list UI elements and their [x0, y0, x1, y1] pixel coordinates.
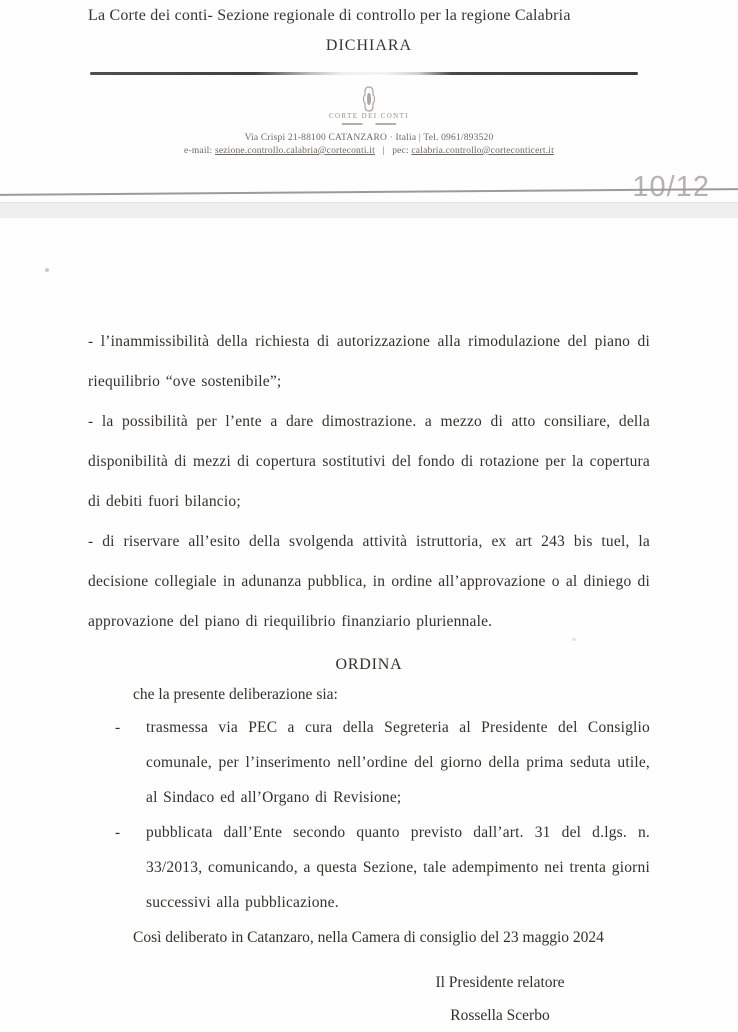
letterhead-contacts — [0, 146, 738, 156]
signature-block — [380, 966, 620, 1032]
contact-separator: | — [382, 146, 385, 156]
letterhead-org-underline — [342, 123, 396, 125]
page-gap-band — [0, 202, 738, 218]
list-item — [88, 710, 650, 815]
pec-link[interactable]: calabria.controllo@corteconticert.it — [411, 146, 554, 156]
letterhead-address: Via Crispi 21-88100 CATANZARO · Italia | Tel. 0961/893520 — [244, 133, 494, 143]
pec-label: pec: — [392, 146, 409, 156]
paragraph-inammissibilita: - l’inammissibilità della richiesta di autorizzazione alla rimodulazione del piano di riequilibrio “ove sostenibile”; — [88, 333, 650, 390]
paragraph-riservare: - di riservare all’esito della svolgenda attività istruttoria, ex art 243 bis tuel, la decisione collegiale in adunanza pubblica, in ordine all’approvazione o al diniego di approvazione del piano di riequilibrio finanziario pluriennale. — [88, 533, 650, 630]
list-item-text-pubblicata: pubblicata dall’Ente secondo quanto previsto dall’art. 31 del d.lgs. n. 33/2013, comunicando, a questa Sezione, tale adempimento nei trenta giorni successivi alla pubblicazione. — [146, 824, 650, 911]
dichiara-heading: DICHIARA — [325, 37, 413, 54]
scan-artifact-dot — [45, 268, 49, 272]
list-item — [88, 815, 650, 920]
email-link[interactable]: sezione.controllo.calabria@corteconti.it — [214, 146, 375, 156]
letterhead-org-name: CORTE DEI CONTI — [328, 112, 410, 120]
page-indicator: 10/12 — [632, 171, 710, 203]
signature-name: Rossella Scerbo — [450, 1007, 550, 1024]
list-item-text-trasmessa: trasmessa via PEC a cura della Segreteria al Presidente del Consiglio comunale, per l’inserimento nell’ordine del giorno della prima seduta utile, al Sindaco ed all’Organo di Revisione; — [146, 719, 650, 806]
ordina-heading: ORDINA — [335, 656, 403, 673]
court-section-title: La Corte dei conti- Sezione regionale di controllo per la regione Calabria — [88, 7, 571, 24]
ordina-intro: che la presente deliberazione sia: — [133, 686, 338, 703]
signature-role: Il Presidente relatore — [435, 974, 565, 991]
corte-dei-conti-emblem-icon — [361, 86, 377, 112]
closing-statement: Così deliberato in Catanzaro, nella Camera di consiglio del 23 maggio 2024 — [133, 929, 604, 946]
document-body — [88, 322, 650, 955]
order-list — [88, 710, 650, 920]
paragraph-possibilita: - la possibilità per l’ente a dare dimostrazione. a mezzo di atto consiliare, della disponibilità di mezzi di copertura sostitutivi del fondo di rotazione per la copertura di debiti fuori bilancio; — [88, 413, 650, 510]
page-separator-line — [0, 188, 738, 196]
list-item-marker: - — [115, 824, 121, 841]
list-item-marker: - — [115, 719, 121, 736]
horizontal-rule — [90, 72, 638, 75]
email-label: e-mail: — [184, 146, 213, 156]
